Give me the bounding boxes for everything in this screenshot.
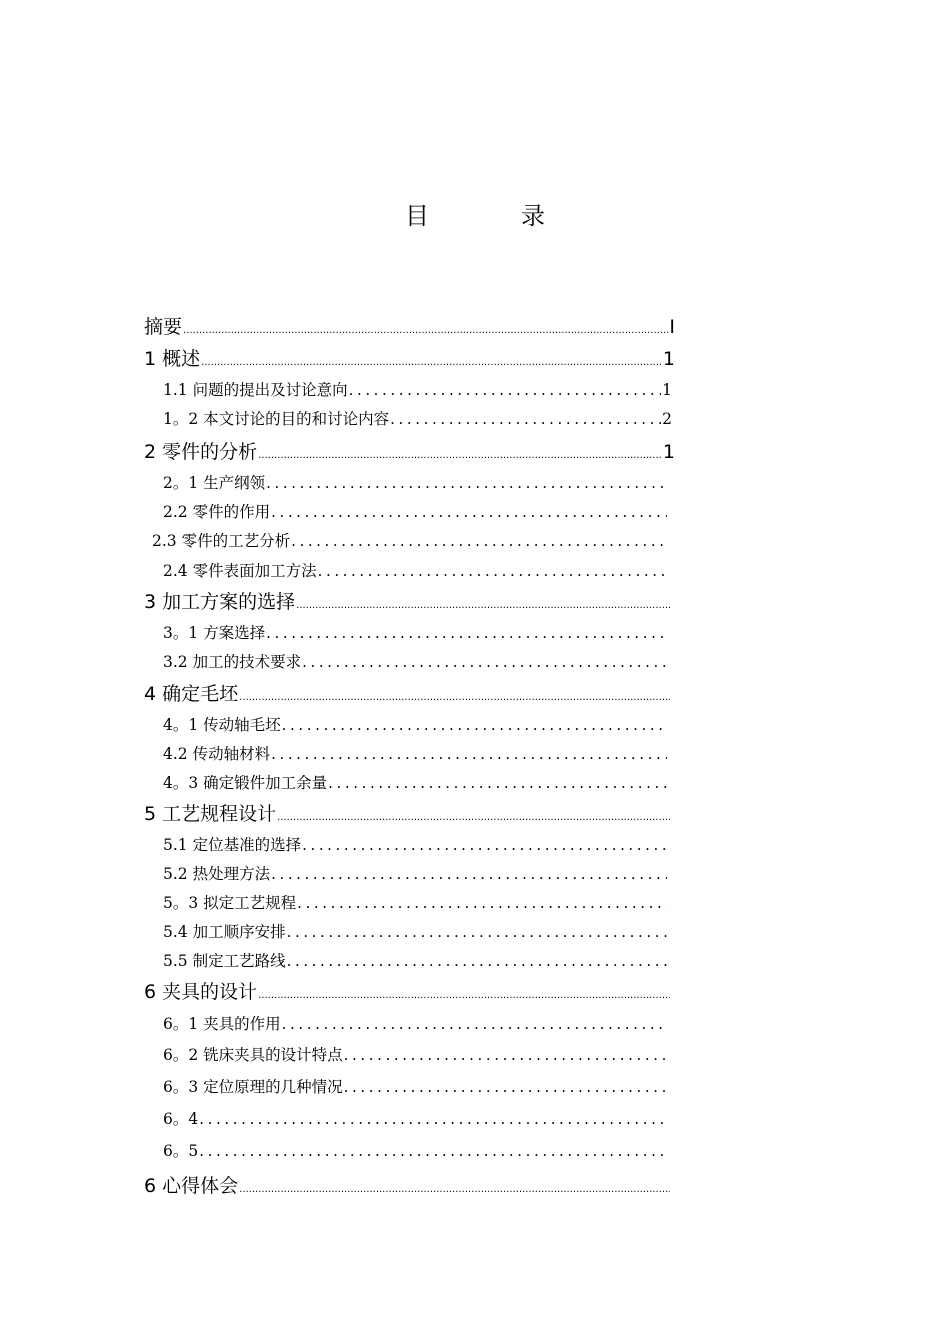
toc-entry-title: 1 概述 <box>144 348 201 370</box>
toc-dot-leader <box>271 503 667 521</box>
toc-entry-title: 6。3 定位原理的几种情况 <box>163 1078 343 1096</box>
toc-entry-title: 5.1 定位基准的选择 <box>163 836 302 854</box>
toc-section-entry[interactable] <box>163 621 672 643</box>
toc-dot-leader <box>258 450 662 461</box>
toc-entry-title: 2.4 零件表面加工方法 <box>163 562 317 580</box>
toc-section-entry[interactable] <box>163 833 672 855</box>
toc-chapter-entry[interactable] <box>144 977 675 1004</box>
toc-dot-leader <box>271 745 667 763</box>
toc-chapter-entry[interactable] <box>144 312 675 339</box>
toc-dot-leader <box>291 532 667 550</box>
toc-section-entry[interactable] <box>163 559 672 581</box>
toc-dot-leader <box>282 716 667 734</box>
toc-section-entry[interactable] <box>163 862 672 884</box>
toc-entry-title: 6。4 <box>163 1110 199 1128</box>
toc-dot-leader <box>199 1110 667 1128</box>
toc-dot-leader <box>344 1046 667 1064</box>
toc-chapter-entry[interactable] <box>144 587 675 614</box>
toc-dot-leader <box>349 381 662 399</box>
toc-chapter-entry[interactable] <box>144 437 675 464</box>
toc-dot-leader <box>258 990 670 1001</box>
toc-section-entry[interactable] <box>163 650 672 672</box>
toc-entry-title: 5.5 制定工艺路线 <box>163 952 286 970</box>
toc-page-number: 1 <box>662 441 675 463</box>
toc-entry-title: 1.1 问题的提出及讨论意向 <box>163 381 348 399</box>
toc-section-entry[interactable] <box>163 471 672 493</box>
toc-section-entry[interactable] <box>163 891 672 913</box>
toc-page-number: I <box>669 316 675 338</box>
toc-dot-leader <box>302 836 667 854</box>
page-title: 目 录 <box>405 202 579 230</box>
toc-section-entry[interactable] <box>163 742 672 764</box>
toc-section-entry[interactable] <box>163 500 672 522</box>
toc-section-entry[interactable] <box>163 713 672 735</box>
toc-entry-title: 3 加工方案的选择 <box>144 591 296 613</box>
toc-entry-title: 4.2 传动轴材料 <box>163 745 271 763</box>
toc-dot-leader <box>287 952 667 970</box>
toc-dot-leader <box>297 894 667 912</box>
toc-entry-title: 5。3 拟定工艺规程 <box>163 894 297 912</box>
toc-dot-leader <box>296 600 670 611</box>
toc-dot-leader <box>287 923 667 941</box>
toc-dot-leader <box>199 1142 667 1160</box>
toc-section-entry[interactable] <box>163 1012 672 1034</box>
toc-dot-leader <box>390 410 661 428</box>
toc-chapter-entry[interactable] <box>144 1171 675 1198</box>
toc-entry-title: 5 工艺规程设计 <box>144 803 277 825</box>
toc-entry-title: 3。1 方案选择 <box>163 624 266 642</box>
toc-section-entry[interactable] <box>163 1043 672 1065</box>
toc-chapter-entry[interactable] <box>144 679 675 706</box>
toc-section-entry[interactable] <box>152 529 672 551</box>
toc-section-entry[interactable] <box>163 378 672 400</box>
toc-dot-leader <box>183 325 668 336</box>
toc-section-entry[interactable] <box>163 949 672 971</box>
toc-section-entry[interactable] <box>163 771 672 793</box>
toc-page-number: 1 <box>662 348 675 370</box>
toc-entry-title: 6 夹具的设计 <box>144 981 258 1003</box>
toc-entry-title: 4。1 传动轴毛坯 <box>163 716 281 734</box>
toc-dot-leader <box>266 474 667 492</box>
toc-section-entry[interactable] <box>163 920 672 942</box>
toc-dot-leader <box>271 865 667 883</box>
toc-entry-title: 2.2 零件的作用 <box>163 503 271 521</box>
toc-section-entry[interactable] <box>163 1139 672 1161</box>
toc-dot-leader <box>239 1184 670 1195</box>
toc-section-entry[interactable] <box>163 1107 672 1129</box>
toc-chapter-entry[interactable] <box>144 344 675 371</box>
toc-page-number: 1 <box>662 381 672 399</box>
toc-dot-leader <box>328 774 667 792</box>
toc-dot-leader <box>239 692 670 703</box>
toc-dot-leader <box>282 1015 667 1033</box>
toc-entry-title: 6。1 夹具的作用 <box>163 1015 281 1033</box>
toc-entry-title: 2。1 生产纲领 <box>163 474 266 492</box>
toc-entry-title: 6。5 <box>163 1142 199 1160</box>
toc-dot-leader <box>201 357 662 368</box>
toc-entry-title: 3.2 加工的技术要求 <box>163 653 302 671</box>
toc-entry-title: 2 零件的分析 <box>144 441 258 463</box>
toc-entry-title: 摘要 <box>144 316 183 338</box>
toc-entry-title: 1。2 本文讨论的目的和讨论内容 <box>163 410 390 428</box>
toc-dot-leader <box>302 653 667 671</box>
toc-dot-leader <box>318 562 667 580</box>
toc-chapter-entry[interactable] <box>144 799 675 826</box>
toc-section-entry[interactable] <box>163 407 672 429</box>
toc-entry-title: 2.3 零件的工艺分析 <box>152 532 291 550</box>
toc-dot-leader <box>266 624 667 642</box>
toc-entry-title: 6。2 铣床夹具的设计特点 <box>163 1046 343 1064</box>
toc-entry-title: 5.2 热处理方法 <box>163 865 271 883</box>
toc-entry-title: 4 确定毛坯 <box>144 683 239 705</box>
toc-entry-title: 5.4 加工顺序安排 <box>163 923 286 941</box>
toc-dot-leader <box>344 1078 667 1096</box>
toc-page-number: 2 <box>662 410 672 428</box>
toc-entry-title: 6 心得体会 <box>144 1175 239 1197</box>
toc-dot-leader <box>277 812 670 823</box>
toc-section-entry[interactable] <box>163 1075 672 1097</box>
toc-entry-title: 4。3 确定锻件加工余量 <box>163 774 328 792</box>
